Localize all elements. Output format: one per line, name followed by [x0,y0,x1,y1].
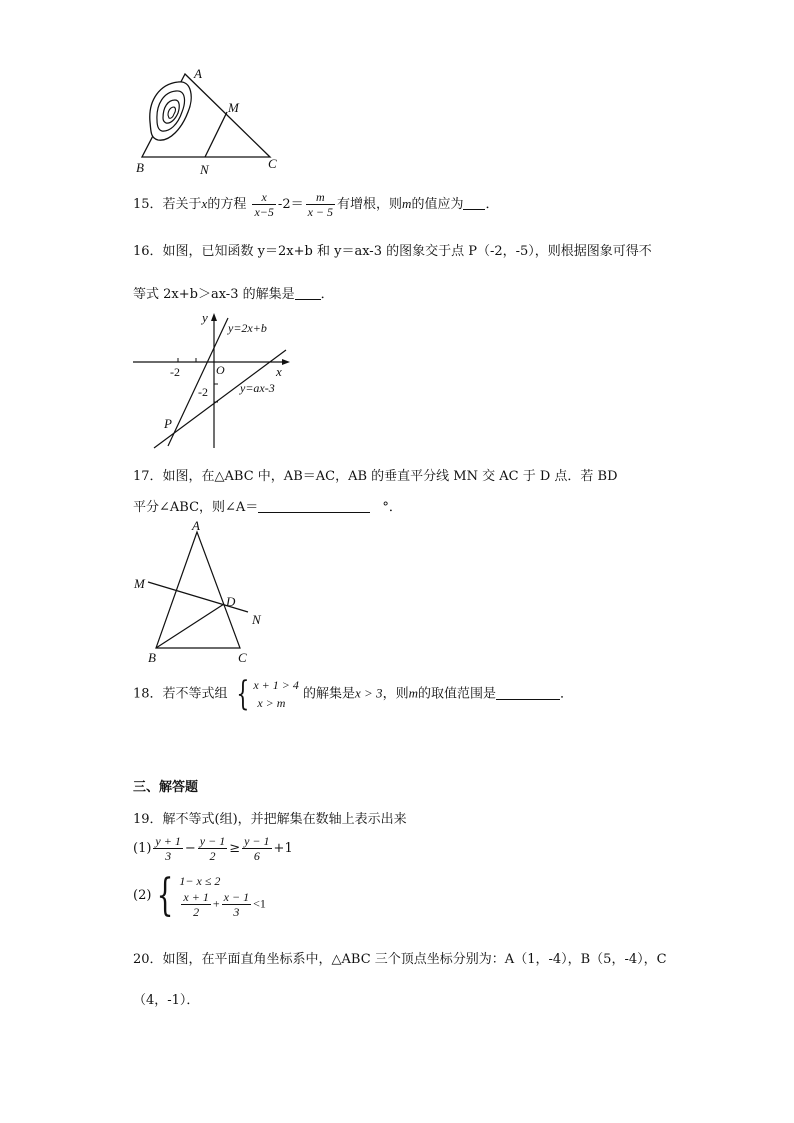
label-N: N [252,612,261,627]
figure-q17 [130,516,270,666]
axis-y-label: y [202,310,208,325]
label-line2: y=ax-3 [240,381,275,395]
q15-text2: 有增根，则 [337,197,403,212]
figure-q16 [130,310,295,452]
q15-var-m: m [402,196,412,211]
axis-x-label: x [276,364,282,379]
q18-brace: { [236,674,249,714]
q19-p1-op1: − [184,841,196,856]
question-20-line1: 20．如图，在平面直角坐标系中，△ABC 三个顶点坐标分别为：A（1，-4），B（5，-4），C [133,952,667,967]
q19-p1-frac2: $\frac{y - 1}{2}$ [199,834,226,863]
q15-fraction-2: $\frac{m}{x - 5}$ [307,190,334,219]
tick-neg2-y: -2 [198,385,208,399]
q19-p2-label: (2) [133,888,152,903]
q19-p1-op2: ≥ [229,841,241,856]
question-16-line1: 16．如图，已知函数 y＝2x+b 和 y＝ax-3 的图象交于点 P（-2，-5），则根据图象可得不 [133,244,652,259]
question-17-line2 [133,496,402,515]
q16-text: 等式 2x+b＞ax-3 的解集是 [133,287,295,302]
q17-end: °． [382,500,402,515]
label-A: A [192,518,200,533]
q16-answer-blank[interactable] [295,285,321,300]
label-M: M [134,576,145,591]
question-19-part2 [133,869,266,921]
q15-var-x: x [201,196,208,211]
q18-condition: x > 3 [355,685,383,701]
question-18 [133,676,573,712]
q18-number: 18．若不等式组 [133,686,228,702]
label-P: P [164,416,172,431]
q19-p1-tail: +1 [273,841,293,856]
question-19-title: 19．解不等式(组)，并把解集在数轴上表示出来 [133,812,407,827]
label-B: B [136,160,144,175]
question-17-line1: 17．如图，在△ABC 中，AB＝AC，AB 的垂直平分线 MN 交 AC 于 D 点．若 BD [133,469,618,484]
q18-text1: 的解集是 [303,686,356,702]
label-C: C [268,156,277,171]
q15-text3: 的值应为 [411,197,464,212]
question-16-line2 [133,283,334,302]
q18-var-m: m [408,685,418,701]
q19-p2-system: 1− x ≤ 2 $\frac{x + 1}{2}$ + $\frac{x - 1}{3}$ <1 [179,874,266,919]
label-B: B [148,650,156,665]
label-D: D [226,594,236,609]
q19-p1-frac1: $\frac{y + 1}{3}$ [155,834,181,863]
q16-end: ． [320,287,334,302]
section-heading: 三、解答题 [133,780,199,795]
figure-q14 [130,62,290,180]
label-C: C [238,650,247,665]
question-20-line2: （4，-1）． [133,993,200,1008]
q17-text: 平分∠ABC，则∠A＝ [133,500,259,515]
q18-system: x + 1 > 4 x > m [253,678,299,710]
question-15 [133,190,498,219]
q18-end: ． [559,686,573,702]
q18-text2: ，则 [382,686,409,702]
q15-end: ． [485,197,499,212]
q18-text3: 的取值范围是 [417,686,496,702]
q15-mid: -2＝ [277,197,304,212]
origin-label: O [216,363,225,377]
q19-p2-brace: { [157,869,174,921]
label-line1: y=2x+b [228,321,267,335]
q18-answer-blank[interactable] [496,685,560,700]
q15-text1: 的方程 [207,197,247,212]
tick-neg2-x: -2 [170,365,180,379]
label-M: M [228,100,239,115]
q17-answer-blank[interactable] [258,498,370,513]
label-A: A [194,66,202,81]
q19-p1-frac3: $\frac{y - 1}{6}$ [244,834,270,863]
q15-number: 15．若关于 [133,197,202,212]
q19-p1-label: (1) [133,841,152,856]
q15-fraction-1: $\frac{x}{x-5}$ [254,190,274,219]
q15-answer-blank[interactable] [463,195,485,210]
question-19-part1 [133,834,293,863]
line-y-2x-b [168,318,228,446]
label-N: N [200,162,209,177]
